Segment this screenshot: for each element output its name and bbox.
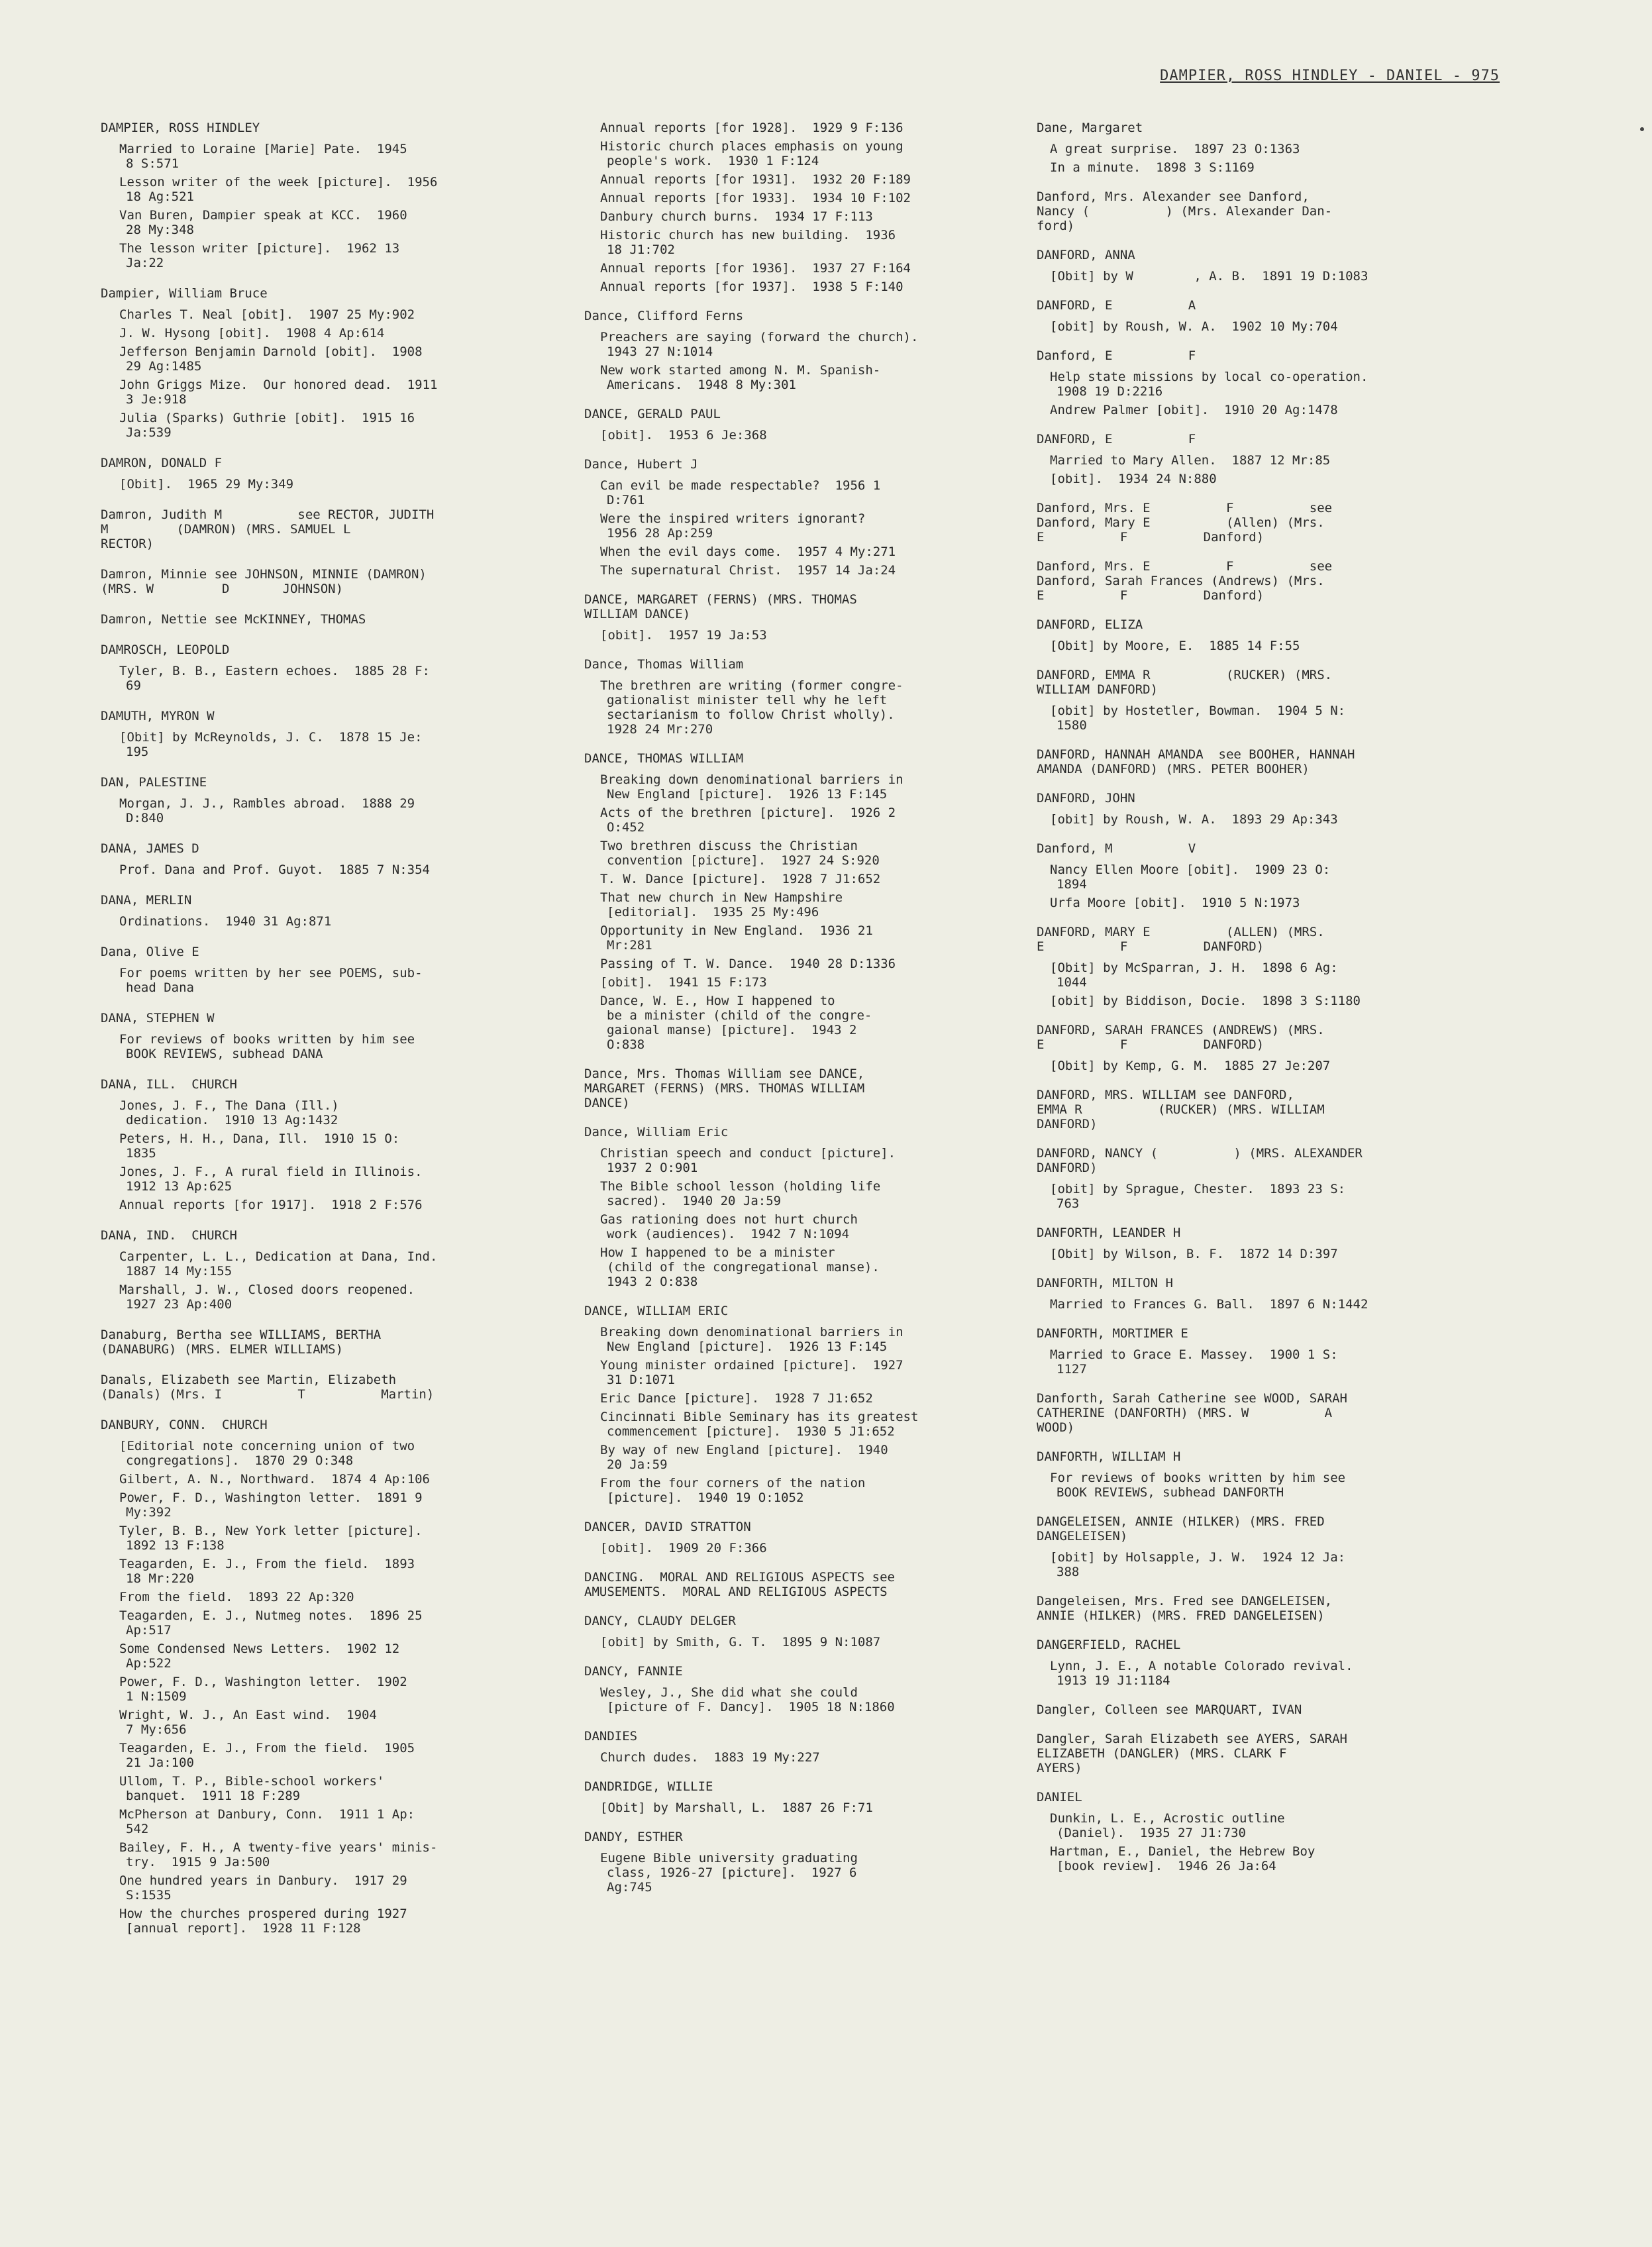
entry-heading: DANCE, GERALD PAUL bbox=[584, 407, 721, 421]
entry-heading: Danford, E F bbox=[1037, 348, 1196, 363]
citation-line: Van Buren, Dampier speak at KCC. 1960 28 My:348 bbox=[119, 208, 407, 237]
entry-heading: DANCER, DAVID STRATTON bbox=[584, 1520, 751, 1534]
entry-heading: Danford, Mrs. E F see Danford, Mary E (Allen) (Mrs. E F Danford) bbox=[1037, 501, 1333, 545]
citation-line: Were the inspired writers ignorant? 1956 28 Ap:259 bbox=[600, 511, 866, 541]
citation-line: Help state missions by local co-operation. 1908 19 D:2216 bbox=[1050, 370, 1368, 399]
index-entry bbox=[1037, 1732, 1514, 1775]
citation-line: [obit]. 1941 15 F:173 bbox=[600, 975, 767, 990]
index-entry bbox=[584, 121, 1021, 294]
index-entry bbox=[1037, 121, 1514, 175]
citation-line: T. W. Dance [picture]. 1928 7 J1:652 bbox=[600, 872, 881, 886]
index-entry bbox=[1037, 791, 1514, 827]
entry-heading: Danford, Mrs. E F see Danford, Sarah Frances (Andrews) (Mrs. E F Danford) bbox=[1037, 559, 1333, 603]
citation-line: A great surprise. 1897 23 O:1363 bbox=[1050, 142, 1300, 156]
entry-heading: DANBURY, CONN. CHURCH bbox=[101, 1418, 268, 1432]
entry-heading: DANFORD, JOHN bbox=[1037, 791, 1135, 806]
entry-heading: DANCY, CLAUDY DELGER bbox=[584, 1614, 736, 1628]
citation-line: [Obit] by Moore, E. 1885 14 F:55 bbox=[1050, 639, 1300, 653]
citation-line: Annual reports [for 1933]. 1934 10 F:102 bbox=[600, 191, 911, 205]
index-entry bbox=[101, 507, 564, 551]
citation-line: Opportunity in New England. 1936 21 Mr:281 bbox=[600, 923, 873, 953]
index-entry bbox=[101, 643, 564, 693]
citation-line: Historic church has new building. 1936 18 J1:702 bbox=[600, 228, 896, 257]
entry-heading: DAMRON, DONALD F bbox=[101, 456, 223, 470]
index-entry bbox=[1037, 1594, 1514, 1623]
index-entry bbox=[1037, 1023, 1514, 1073]
index-column-3 bbox=[1037, 121, 1514, 1888]
index-entry bbox=[1037, 1790, 1514, 1873]
citation-line: By way of new England [picture]. 1940 20 Ja:59 bbox=[600, 1443, 888, 1472]
citation-line: Some Condensed News Letters. 1902 12 Ap:522 bbox=[119, 1642, 400, 1671]
entry-heading: DAMUTH, MYRON W bbox=[101, 709, 215, 723]
index-entry bbox=[1037, 1226, 1514, 1261]
index-entry bbox=[584, 1779, 1021, 1815]
entry-heading: DANFORD, ELIZA bbox=[1037, 617, 1143, 632]
index-entry bbox=[1037, 432, 1514, 486]
citation-line: Preachers are saying (forward the church). 1943 27 N:1014 bbox=[600, 330, 919, 359]
entry-heading: DANFORD, SARAH FRANCES (ANDREWS) (MRS. E F DANFORD) bbox=[1037, 1023, 1325, 1052]
index-entry bbox=[584, 1729, 1021, 1765]
citation-line: [obit] by Roush, W. A. 1893 29 Ap:343 bbox=[1050, 812, 1338, 827]
citation-line: Church dudes. 1883 19 My:227 bbox=[600, 1750, 820, 1765]
entry-heading: DAMROSCH, LEOPOLD bbox=[101, 643, 230, 657]
citation-line: That new church in New Hampshire [editorial]. 1935 25 My:496 bbox=[600, 890, 843, 919]
entry-heading: Danford, Mrs. Alexander see Danford, Nancy ( ) (Mrs. Alexander Dan- ford) bbox=[1037, 189, 1333, 233]
index-entry bbox=[584, 592, 1021, 643]
entry-heading: Danforth, Sarah Catherine see WOOD, SARAH CATHERINE (DANFORTH) (MRS. W A WOOD) bbox=[1037, 1391, 1347, 1435]
index-entry bbox=[101, 286, 564, 440]
citation-line: Annual reports [for 1917]. 1918 2 F:576 bbox=[119, 1198, 423, 1212]
citation-line: [Obit] by Marshall, L. 1887 26 F:71 bbox=[600, 1801, 873, 1815]
index-entry bbox=[584, 309, 1021, 392]
citation-line: Breaking down denominational barriers in New England [picture]. 1926 13 F:145 bbox=[600, 1325, 903, 1354]
citation-line: Tyler, B. B., Eastern echoes. 1885 28 F: 69 bbox=[119, 664, 430, 693]
citation-line: New work started among N. M. Spanish- Americans. 1948 8 My:301 bbox=[600, 363, 881, 392]
citation-line: [obit] by Smith, G. T. 1895 9 N:1087 bbox=[600, 1635, 881, 1649]
citation-line: [obit]. 1957 19 Ja:53 bbox=[600, 628, 767, 643]
entry-heading: DANCE, THOMAS WILLIAM bbox=[584, 751, 744, 766]
entry-heading: DANFORD, ANNA bbox=[1037, 248, 1135, 262]
entry-heading: DANCING. MORAL AND RELIGIOUS ASPECTS see AMUSEMENTS. MORAL AND RELIGIOUS ASPECTS bbox=[584, 1570, 895, 1599]
index-entry bbox=[101, 456, 564, 492]
index-entry bbox=[584, 1570, 1021, 1599]
index-entry bbox=[1037, 559, 1514, 603]
citation-line: Teagarden, E. J., Nutmeg notes. 1896 25 Ap:517 bbox=[119, 1608, 423, 1638]
index-entry bbox=[101, 121, 564, 270]
index-entry bbox=[1037, 1391, 1514, 1435]
citation-line: [Editorial note concerning union of two congregations]. 1870 29 O:348 bbox=[119, 1439, 415, 1468]
citation-line: [obit] by Roush, W. A. 1902 10 My:704 bbox=[1050, 319, 1338, 334]
citation-line: [Obit] by Wilson, B. F. 1872 14 D:397 bbox=[1050, 1247, 1338, 1261]
entry-heading: Dane, Margaret bbox=[1037, 121, 1143, 135]
entry-heading: DANDY, ESTHER bbox=[584, 1830, 683, 1844]
entry-heading: DANA, MERLIN bbox=[101, 893, 192, 908]
citation-line: Gilbert, A. N., Northward. 1874 4 Ap:106 bbox=[119, 1472, 430, 1487]
index-entry bbox=[101, 612, 564, 627]
entry-heading: DANFORD, MRS. WILLIAM see DANFORD, EMMA R (RUCKER) (MRS. WILLIAM DANFORD) bbox=[1037, 1088, 1325, 1131]
citation-line: Marshall, J. W., Closed doors reopened. 1927 23 Ap:400 bbox=[119, 1282, 415, 1312]
index-entry bbox=[1037, 1146, 1514, 1211]
citation-line: Prof. Dana and Prof. Guyot. 1885 7 N:354 bbox=[119, 862, 430, 877]
citation-line: Charles T. Neal [obit]. 1907 25 My:902 bbox=[119, 307, 415, 322]
entry-heading: DANFORTH, LEANDER H bbox=[1037, 1226, 1181, 1240]
citation-line: [Obit] by W , A. B. 1891 19 D:1083 bbox=[1050, 269, 1368, 284]
citation-line: Acts of the brethren [picture]. 1926 2 O:452 bbox=[600, 806, 896, 835]
entry-heading: DANGELEISEN, ANNIE (HILKER) (MRS. FRED DANGELEISEN) bbox=[1037, 1514, 1325, 1543]
citation-line: [obit]. 1953 6 Je:368 bbox=[600, 428, 767, 443]
index-entry bbox=[101, 1328, 564, 1357]
entry-heading: DANFORD, E A bbox=[1037, 298, 1196, 313]
index-entry bbox=[584, 1664, 1021, 1714]
entry-heading: DANFORD, EMMA R (RUCKER) (MRS. WILLIAM DANFORD) bbox=[1037, 668, 1333, 697]
citation-line: Jones, J. F., A rural field in Illinois. 1912 13 Ap:625 bbox=[119, 1165, 423, 1194]
index-entry bbox=[1037, 348, 1514, 417]
citation-line: Dunkin, L. E., Acrostic outline (Daniel). 1935 27 J1:730 bbox=[1050, 1811, 1285, 1840]
citation-line: Jones, J. F., The Dana (Ill.) dedication. 1910 13 Ag:1432 bbox=[119, 1098, 339, 1127]
citation-line: Urfa Moore [obit]. 1910 5 N:1973 bbox=[1050, 896, 1300, 910]
entry-heading: DANA, STEPHEN W bbox=[101, 1011, 215, 1025]
entry-heading: Dangler, Sarah Elizabeth see AYERS, SARAH ELIZABETH (DANGLER) (MRS. CLARK F AYERS) bbox=[1037, 1732, 1347, 1775]
citation-line: Gas rationing does not hurt church work (audiences). 1942 7 N:1094 bbox=[600, 1212, 858, 1241]
citation-line: Bailey, F. H., A twenty-five years' minis- try. 1915 9 Ja:500 bbox=[119, 1840, 438, 1869]
index-entry bbox=[1037, 668, 1514, 733]
citation-line: Annual reports [for 1928]. 1929 9 F:136 bbox=[600, 121, 903, 135]
index-entry bbox=[1037, 617, 1514, 653]
citation-line: Two brethren discuss the Christian convention [picture]. 1927 24 S:920 bbox=[600, 839, 880, 868]
citation-line: Wright, W. J., An East wind. 1904 7 My:656 bbox=[119, 1708, 377, 1737]
citation-line: How the churches prospered during 1927 [annual report]. 1928 11 F:128 bbox=[119, 1907, 407, 1936]
citation-line: Tyler, B. B., New York letter [picture]. 1892 13 F:138 bbox=[119, 1524, 423, 1553]
index-entry bbox=[584, 657, 1021, 737]
index-entry bbox=[101, 945, 564, 995]
citation-line: Young minister ordained [picture]. 1927 31 D:1071 bbox=[600, 1358, 903, 1387]
entry-heading: Dampier, William Bruce bbox=[101, 286, 268, 301]
index-entry bbox=[584, 1830, 1021, 1895]
citation-line: J. W. Hysong [obit]. 1908 4 Ap:614 bbox=[119, 326, 385, 340]
index-entry bbox=[1037, 501, 1514, 545]
index-entry bbox=[584, 1067, 1021, 1110]
index-entry bbox=[1037, 1276, 1514, 1312]
index-entry bbox=[584, 1520, 1021, 1555]
citation-line: Annual reports [for 1931]. 1932 20 F:189 bbox=[600, 172, 911, 187]
citation-line: When the evil days come. 1957 4 My:271 bbox=[600, 545, 896, 559]
index-entry bbox=[1037, 1088, 1514, 1131]
entry-heading: Dana, Olive E bbox=[101, 945, 199, 959]
citation-line: In a minute. 1898 3 S:1169 bbox=[1050, 160, 1255, 175]
index-column-2 bbox=[584, 121, 1021, 1909]
entry-heading: Dance, Mrs. Thomas William see DANCE, MARGARET (FERNS) (MRS. THOMAS WILLIAM DANCE) bbox=[584, 1067, 865, 1110]
index-entry bbox=[1037, 1638, 1514, 1688]
citation-line: Power, F. D., Washington letter. 1902 1 N:1509 bbox=[119, 1675, 407, 1704]
entry-heading: Danals, Elizabeth see Martin, Elizabeth (Danals) (Mrs. I T Martin) bbox=[101, 1373, 435, 1402]
index-entry bbox=[101, 841, 564, 877]
index-entry bbox=[584, 1614, 1021, 1649]
citation-line: Teagarden, E. J., From the field. 1905 21 Ja:100 bbox=[119, 1741, 415, 1770]
citation-line: From the four corners of the nation [picture]. 1940 19 O:1052 bbox=[600, 1476, 866, 1505]
entry-heading: Dance, Thomas William bbox=[584, 657, 744, 672]
index-entry bbox=[101, 1011, 564, 1061]
citation-line: How I happened to be a minister (child of the congregational manse). 1943 2 O:838 bbox=[600, 1245, 880, 1289]
entry-heading: DAN, PALESTINE bbox=[101, 775, 207, 790]
citation-line: Married to Grace E. Massey. 1900 1 S: 1127 bbox=[1050, 1347, 1338, 1377]
citation-line: Morgan, J. J., Rambles abroad. 1888 29 D:840 bbox=[119, 796, 415, 825]
entry-heading: Damron, Judith M see RECTOR, JUDITH M (DAMRON) (MRS. SAMUEL L RECTOR) bbox=[101, 507, 435, 551]
citation-line: [obit]. 1909 20 F:366 bbox=[600, 1541, 767, 1555]
citation-line: Christian speech and conduct [picture]. 1937 2 O:901 bbox=[600, 1146, 896, 1175]
citation-line: John Griggs Mize. Our honored dead. 1911 3 Je:918 bbox=[119, 378, 438, 407]
entry-heading: Danaburg, Bertha see WILLIAMS, BERTHA (DANABURG) (MRS. ELMER WILLIAMS) bbox=[101, 1328, 382, 1357]
citation-line: McPherson at Danbury, Conn. 1911 1 Ap: 542 bbox=[119, 1807, 415, 1836]
entry-heading: Danford, M V bbox=[1037, 841, 1196, 856]
entry-heading: Damron, Minnie see JOHNSON, MINNIE (DAMRON) (MRS. W D JOHNSON) bbox=[101, 567, 427, 596]
index-entry bbox=[584, 457, 1021, 578]
citation-line: Married to Mary Allen. 1887 12 Mr:85 bbox=[1050, 453, 1331, 468]
citation-line: Married to Loraine [Marie] Pate. 1945 8 S:571 bbox=[119, 142, 407, 171]
citation-line: Danbury church burns. 1934 17 F:113 bbox=[600, 209, 873, 224]
entry-heading: Damron, Nettie see McKINNEY, THOMAS bbox=[101, 612, 366, 627]
entry-heading: DANFORTH, MILTON H bbox=[1037, 1276, 1173, 1290]
citation-line: Ordinations. 1940 31 Ag:871 bbox=[119, 914, 332, 929]
index-entry bbox=[1037, 1449, 1514, 1500]
entry-heading: Dance, Hubert J bbox=[584, 457, 698, 472]
index-entry bbox=[1037, 925, 1514, 1008]
citation-line: Historic church places emphasis on young people's work. 1930 1 F:124 bbox=[600, 139, 903, 168]
citation-line: Eric Dance [picture]. 1928 7 J1:652 bbox=[600, 1391, 873, 1406]
index-entry bbox=[1037, 841, 1514, 910]
citation-line: Ullom, T. P., Bible-school workers' banquet. 1911 18 F:289 bbox=[119, 1774, 385, 1803]
entry-heading: DANFORD, HANNAH AMANDA see BOOHER, HANNAH AMANDA (DANFORD) (MRS. PETER BOOHER) bbox=[1037, 747, 1355, 776]
citation-line: Andrew Palmer [obit]. 1910 20 Ag:1478 bbox=[1050, 403, 1338, 417]
citation-line: Teagarden, E. J., From the field. 1893 18 Mr:220 bbox=[119, 1557, 415, 1586]
entry-heading: DANA, ILL. CHURCH bbox=[101, 1077, 237, 1092]
citation-line: Power, F. D., Washington letter. 1891 9 My:392 bbox=[119, 1490, 423, 1520]
entry-heading: DANFORTH, MORTIMER E bbox=[1037, 1326, 1188, 1341]
index-entry bbox=[1037, 248, 1514, 284]
entry-heading: DANFORD, E F bbox=[1037, 432, 1196, 446]
citation-line: Cincinnati Bible Seminary has its greatest commencement [picture]. 1930 5 J1:652 bbox=[600, 1410, 919, 1439]
citation-line: [obit] by Biddison, Docie. 1898 3 S:1180 bbox=[1050, 994, 1361, 1008]
citation-line: [obit] by Hostetler, Bowman. 1904 5 N: 1580 bbox=[1050, 704, 1346, 733]
citation-line: Nancy Ellen Moore [obit]. 1909 23 O: 1894 bbox=[1050, 862, 1331, 892]
citation-line: Jefferson Benjamin Darnold [obit]. 1908 29 Ag:1485 bbox=[119, 344, 423, 374]
index-entry bbox=[101, 567, 564, 596]
citation-line: [obit] by Holsapple, J. W. 1924 12 Ja: 388 bbox=[1050, 1550, 1346, 1579]
entry-heading: DANA, JAMES D bbox=[101, 841, 199, 856]
entry-heading: DANFORD, NANCY ( ) (MRS. ALEXANDER DANFORD) bbox=[1037, 1146, 1363, 1175]
citation-line: Passing of T. W. Dance. 1940 28 D:1336 bbox=[600, 957, 896, 971]
citation-line: Carpenter, L. L., Dedication at Dana, Ind. 1887 14 My:155 bbox=[119, 1249, 438, 1279]
entry-heading: DANCE, WILLIAM ERIC bbox=[584, 1304, 729, 1318]
index-entry bbox=[101, 1228, 564, 1312]
index-entry bbox=[1037, 298, 1514, 334]
entry-heading: Dance, William Eric bbox=[584, 1125, 729, 1139]
citation-line: Hartman, E., Daniel, the Hebrew Boy [book review]. 1946 26 Ja:64 bbox=[1050, 1844, 1316, 1873]
citation-line: Married to Frances G. Ball. 1897 6 N:1442 bbox=[1050, 1297, 1368, 1312]
index-entry bbox=[101, 1077, 564, 1212]
index-entry bbox=[1037, 747, 1514, 776]
entry-heading: DANCE, MARGARET (FERNS) (MRS. THOMAS WILLIAM DANCE) bbox=[584, 592, 857, 621]
citation-line: [Obit] by McSparran, J. H. 1898 6 Ag: 1044 bbox=[1050, 961, 1338, 990]
index-entry bbox=[1037, 1514, 1514, 1579]
index-entry bbox=[584, 1125, 1021, 1289]
citation-line: [Obit] by Kemp, G. M. 1885 27 Je:207 bbox=[1050, 1059, 1331, 1073]
citation-line: From the field. 1893 22 Ap:320 bbox=[119, 1590, 354, 1604]
entry-heading: DANCY, FANNIE bbox=[584, 1664, 683, 1679]
index-entry bbox=[1037, 189, 1514, 233]
index-entry bbox=[101, 1373, 564, 1402]
entry-heading: Dangler, Colleen see MARQUART, IVAN bbox=[1037, 1702, 1302, 1717]
citation-line: Annual reports [for 1937]. 1938 5 F:140 bbox=[600, 280, 903, 294]
citation-line: For reviews of books written by him see BOOK REVIEWS, subhead DANA bbox=[119, 1032, 415, 1061]
entry-heading: Dance, Clifford Ferns bbox=[584, 309, 744, 323]
citation-line: [Obit]. 1965 29 My:349 bbox=[119, 477, 294, 492]
index-entry bbox=[584, 751, 1021, 1052]
citation-line: Peters, H. H., Dana, Ill. 1910 15 O: 1835 bbox=[119, 1131, 400, 1161]
citation-line: Wesley, J., She did what she could [picture of F. Dancy]. 1905 18 N:1860 bbox=[600, 1685, 895, 1714]
citation-line: The Bible school lesson (holding life sacred). 1940 20 Ja:59 bbox=[600, 1179, 881, 1208]
index-entry bbox=[1037, 1702, 1514, 1717]
page-header: DAMPIER, ROSS HINDLEY - DANIEL - 975 bbox=[1160, 68, 1500, 84]
index-entry bbox=[1037, 1326, 1514, 1377]
index-entry bbox=[584, 407, 1021, 443]
index-entry bbox=[584, 1304, 1021, 1505]
entry-heading: DANIEL bbox=[1037, 1790, 1082, 1804]
citation-line: Breaking down denominational barriers in New England [picture]. 1926 13 F:145 bbox=[600, 772, 903, 802]
entry-heading: DANDRIDGE, WILLIE bbox=[584, 1779, 713, 1794]
citation-line: Lynn, J. E., A notable Colorado revival. 1913 19 J1:1184 bbox=[1050, 1659, 1353, 1688]
citation-line: [Obit] by McReynolds, J. C. 1878 15 Je: 195 bbox=[119, 730, 423, 759]
entry-heading: DANA, IND. CHURCH bbox=[101, 1228, 237, 1243]
entry-heading: DANFORTH, WILLIAM H bbox=[1037, 1449, 1181, 1464]
entry-heading: Dangeleisen, Mrs. Fred see DANGELEISEN, ANNIE (HILKER) (MRS. FRED DANGELEISEN) bbox=[1037, 1594, 1333, 1623]
entry-heading: DAMPIER, ROSS HINDLEY bbox=[101, 121, 260, 135]
index-entry bbox=[101, 893, 564, 929]
citation-line: Dance, W. E., How I happened to be a minister (child of the congre- gaional manse) [picture]. 1943 2 O:838 bbox=[600, 994, 872, 1052]
citation-line: [obit]. 1934 24 N:880 bbox=[1050, 472, 1217, 486]
citation-line: The lesson writer [picture]. 1962 13 Ja:22 bbox=[119, 241, 400, 270]
citation-line: For poems written by her see POEMS, sub- head Dana bbox=[119, 966, 423, 995]
citation-line: For reviews of books written by him see BOOK REVIEWS, subhead DANFORTH bbox=[1050, 1471, 1346, 1500]
citation-line: Julia (Sparks) Guthrie [obit]. 1915 16 Ja:539 bbox=[119, 411, 415, 440]
index-entry bbox=[101, 775, 564, 825]
citation-line: Annual reports [for 1936]. 1937 27 F:164 bbox=[600, 261, 911, 276]
entry-heading: DANFORD, MARY E (ALLEN) (MRS. E F DANFORD) bbox=[1037, 925, 1325, 954]
page-speck bbox=[1640, 127, 1644, 131]
citation-line: Eugene Bible university graduating class, 1926-27 [picture]. 1927 6 Ag:745 bbox=[600, 1851, 858, 1895]
citation-line: Lesson writer of the week [picture]. 1956 18 Ag:521 bbox=[119, 175, 438, 204]
citation-line: The brethren are writing (former congre- gationalist minister tell why he left sectarianism to follow Christ wholly). 1928 24 Mr:270 bbox=[600, 678, 903, 737]
entry-heading: DANDIES bbox=[584, 1729, 638, 1744]
entry-heading: DANGERFIELD, RACHEL bbox=[1037, 1638, 1181, 1652]
citation-line: [obit] by Sprague, Chester. 1893 23 S: 763 bbox=[1050, 1182, 1346, 1211]
citation-line: One hundred years in Danbury. 1917 29 S:1535 bbox=[119, 1873, 407, 1903]
citation-line: The supernatural Christ. 1957 14 Ja:24 bbox=[600, 563, 896, 578]
citation-line: Can evil be made respectable? 1956 1 D:761 bbox=[600, 478, 881, 507]
index-entry bbox=[101, 1418, 564, 1936]
index-column-1 bbox=[101, 121, 564, 1952]
index-entry bbox=[101, 709, 564, 759]
